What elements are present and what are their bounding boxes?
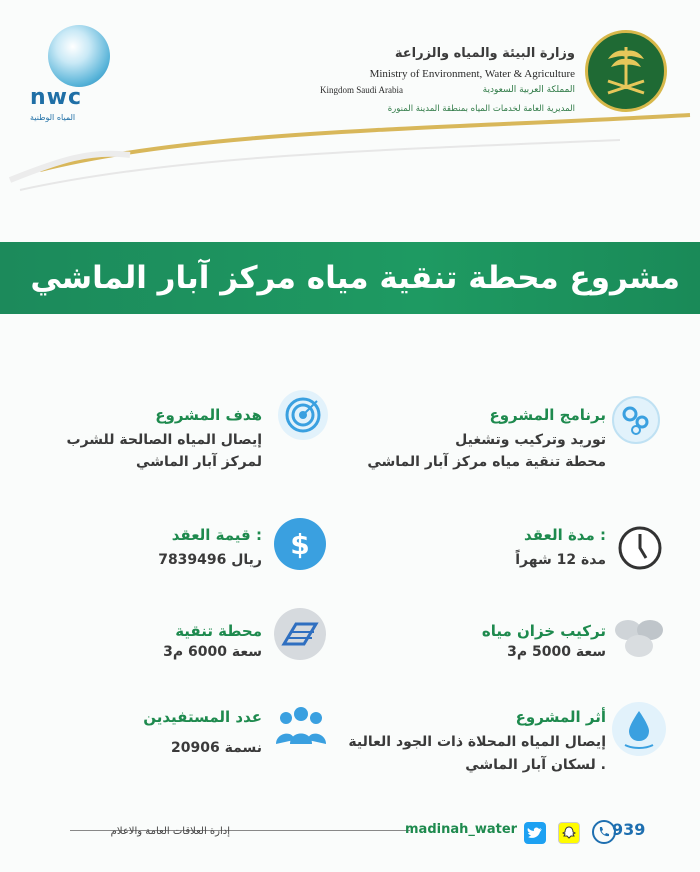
impact-line-1: إيصال المياه المحلاة ذات الجود العالية	[348, 734, 606, 750]
snapchat-icon[interactable]	[558, 822, 580, 844]
treatment-station-icon	[274, 608, 326, 660]
beneficiaries-count: 20906 نسمة	[171, 740, 262, 756]
program-icon	[612, 396, 660, 444]
contract-value-title: قيمة العقد :	[171, 526, 262, 544]
contract-value: 7839496 ريال	[158, 552, 262, 568]
impact-line-2: لسكان آبار الماشي .	[465, 757, 606, 773]
project-title: مشروع محطة تنقية مياه مركز آبار الماشي	[30, 260, 680, 296]
directorate-name: المديرية العامة لخدمات المياه بمنطقة المدينة المنورة	[387, 104, 575, 114]
nwc-subtitle: المياه الوطنية	[30, 113, 76, 122]
clock-icon	[616, 524, 664, 576]
tanks-capacity: سعة 5000 م3	[507, 644, 606, 660]
water-drop-logo-icon	[48, 25, 110, 87]
program-title: برنامج المشروع	[489, 406, 606, 424]
target-icon	[278, 390, 328, 440]
ministry-name-arabic: وزارة البيئة والمياه والزراعة	[394, 46, 575, 61]
hotline-number: 939	[612, 820, 646, 839]
nwc-logo	[30, 25, 140, 120]
department-name: إدارة العلاقات العامة والاعلام	[110, 826, 230, 837]
ministry-name-english: Ministry of Environment, Water & Agriculture	[369, 68, 575, 80]
impact-title: أثر المشروع	[515, 708, 606, 726]
nwc-brand-text: nwc	[30, 85, 83, 110]
duration-title: مدة العقد :	[524, 526, 606, 544]
saudi-emblem-icon	[585, 30, 667, 112]
people-group-icon	[272, 700, 330, 754]
station-title: محطة تنقية	[175, 622, 262, 640]
duration-value: مدة 12 شهراً	[515, 552, 606, 568]
water-tanks-icon	[612, 612, 666, 666]
program-line-1: توريد وتركيب وتشغيل	[455, 432, 606, 448]
station-capacity: سعة 6000 م3	[163, 644, 262, 660]
social-handle[interactable]: madinah_water	[405, 822, 518, 837]
goal-line-1: إيصال المياه الصالحة للشرب	[66, 432, 262, 448]
twitter-icon[interactable]	[524, 822, 546, 844]
dollar-icon: $	[274, 518, 326, 570]
program-line-2: محطة تنقية مياه مركز آبار الماشي	[367, 454, 606, 470]
tanks-title: تركيب خزان مياه	[481, 622, 606, 640]
goal-line-2: لمركز آبار الماشي	[136, 454, 262, 470]
water-drop-icon	[612, 702, 666, 756]
kingdom-name-arabic: المملكة العربية السعودية	[482, 85, 575, 95]
title-banner	[0, 242, 700, 314]
decorative-swoosh	[0, 110, 700, 200]
beneficiaries-title: عدد المستفيدين	[143, 708, 262, 726]
kingdom-name-english: Kingdom Saudi Arabia	[320, 85, 403, 95]
goal-title: هدف المشروع	[155, 406, 262, 424]
